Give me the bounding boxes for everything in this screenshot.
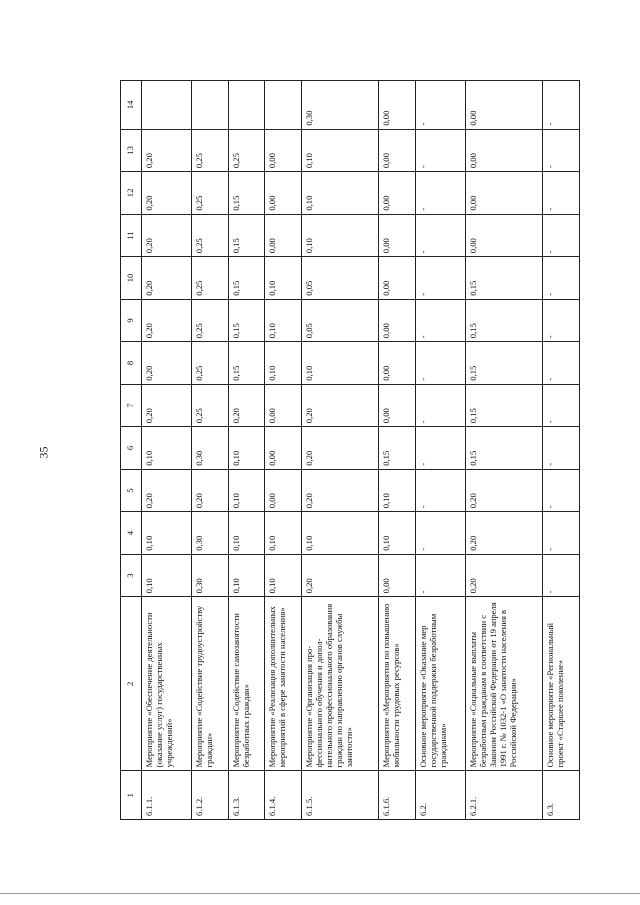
- column-header: 3: [121, 554, 142, 597]
- row-code: 6.1.3.: [228, 771, 265, 820]
- value-cell: 0,00: [379, 342, 416, 385]
- value-cell: 0,25: [192, 342, 229, 385]
- value-cell: -: [415, 384, 465, 427]
- table-row: [302, 81, 379, 820]
- value-cell: 0,25: [192, 129, 229, 172]
- value-cell: -: [415, 554, 465, 597]
- value-cell: 0,00: [265, 172, 302, 215]
- row-code: 6.1.2.: [192, 771, 229, 820]
- value-cell: -: [543, 554, 580, 597]
- value-cell: 0,30: [192, 554, 229, 597]
- indicator-table: [120, 80, 580, 820]
- value-cell: -: [415, 342, 465, 385]
- value-cell: 0,00: [265, 427, 302, 470]
- value-cell: 0,25: [192, 384, 229, 427]
- value-cell: 0,30: [192, 512, 229, 555]
- value-cell: -: [415, 512, 465, 555]
- value-cell: -: [415, 81, 465, 130]
- value-cell: 0,00: [466, 172, 543, 215]
- value-cell: 0,00: [379, 554, 416, 597]
- value-cell: [265, 81, 302, 130]
- row-code: 6.1.4.: [265, 771, 302, 820]
- value-cell: 0,05: [302, 257, 379, 300]
- value-cell: [228, 81, 265, 130]
- value-cell: 0,15: [466, 427, 543, 470]
- row-code: 6.1.5.: [302, 771, 379, 820]
- value-cell: 0,05: [302, 299, 379, 342]
- value-cell: -: [543, 129, 580, 172]
- value-cell: 0,00: [466, 214, 543, 257]
- column-header: 7: [121, 384, 142, 427]
- value-cell: 0,20: [466, 512, 543, 555]
- value-cell: 0,10: [265, 342, 302, 385]
- value-cell: [142, 81, 192, 130]
- value-cell: 0,20: [142, 257, 192, 300]
- value-cell: -: [543, 512, 580, 555]
- value-cell: 0,15: [466, 299, 543, 342]
- value-cell: 0,20: [142, 129, 192, 172]
- value-cell: 0,20: [302, 427, 379, 470]
- value-cell: 0,10: [302, 214, 379, 257]
- column-header: 10: [121, 257, 142, 300]
- row-name: Мероприятие «Содействие самозанятости безработных граждан»: [228, 597, 265, 771]
- value-cell: 0,10: [265, 554, 302, 597]
- value-cell: 0,25: [192, 257, 229, 300]
- table-row: [142, 81, 192, 820]
- row-code: 6.1.6.: [379, 771, 416, 820]
- table-row: [265, 81, 302, 820]
- row-code: 6.1.1.: [142, 771, 192, 820]
- value-cell: 0,15: [466, 342, 543, 385]
- value-cell: 0,10: [228, 427, 265, 470]
- value-cell: 0,15: [228, 257, 265, 300]
- value-cell: -: [543, 257, 580, 300]
- value-cell: 0,25: [192, 172, 229, 215]
- value-cell: -: [543, 81, 580, 130]
- rotated-table-wrapper: [120, 80, 580, 820]
- value-cell: 0,00: [379, 384, 416, 427]
- column-header: 4: [121, 512, 142, 555]
- row-name: Основное мероприятие «Региональный проект «Старшее поколение»: [543, 597, 580, 771]
- column-header: 13: [121, 129, 142, 172]
- value-cell: 0,10: [142, 427, 192, 470]
- row-name: Мероприятие «Реализация дополнительных мероприятий в сфере занятости населения»: [265, 597, 302, 771]
- value-cell: -: [415, 299, 465, 342]
- column-header: 12: [121, 172, 142, 215]
- value-cell: 0,10: [265, 299, 302, 342]
- row-name: Мероприятие «Организация профессионального обучения и дополнительного профессионального образования граждан по направлению органов службы занятости»: [302, 597, 379, 771]
- value-cell: 0,25: [228, 129, 265, 172]
- column-header: 6: [121, 427, 142, 470]
- value-cell: 0,20: [142, 469, 192, 512]
- value-cell: 0,00: [265, 129, 302, 172]
- value-cell: 0,10: [228, 512, 265, 555]
- value-cell: 0,15: [228, 214, 265, 257]
- value-cell: 0,15: [228, 342, 265, 385]
- table-row: [379, 81, 416, 820]
- column-header: 1: [121, 771, 142, 820]
- value-cell: 0,00: [265, 384, 302, 427]
- row-name: Основное мероприятие «Оказание мер государственной поддержки безработным гражданам»: [415, 597, 465, 771]
- column-header: 2: [121, 597, 142, 771]
- row-name: Мероприятие «Мероприятия по повышению мобильности трудовых ресурсов»: [379, 597, 416, 771]
- value-cell: [192, 81, 229, 130]
- page-number: 35: [36, 446, 51, 459]
- value-cell: 0,15: [379, 427, 416, 470]
- value-cell: 0,20: [142, 214, 192, 257]
- row-code: 6.3.: [543, 771, 580, 820]
- row-code: 6.2.1.: [466, 771, 543, 820]
- value-cell: 0,25: [192, 299, 229, 342]
- value-cell: 0,10: [302, 512, 379, 555]
- value-cell: 0,00: [379, 257, 416, 300]
- value-cell: 0,20: [466, 469, 543, 512]
- value-cell: -: [543, 299, 580, 342]
- table-row: [466, 81, 543, 820]
- table-row: [192, 81, 229, 820]
- row-name: Мероприятие «Социальные выплаты безработным гражданам в соответствии с Законом Российской Федерации от 19 апреля 1991 г. № 1032-1 «О занятости населения в Российской Федерации»: [466, 597, 543, 771]
- value-cell: 0,30: [302, 81, 379, 130]
- value-cell: 0,00: [379, 172, 416, 215]
- table-row: [543, 81, 580, 820]
- value-cell: -: [415, 172, 465, 215]
- value-cell: -: [415, 469, 465, 512]
- value-cell: 0,10: [142, 512, 192, 555]
- value-cell: 0,15: [228, 172, 265, 215]
- value-cell: 0,20: [142, 172, 192, 215]
- value-cell: 0,25: [192, 214, 229, 257]
- value-cell: 0,20: [466, 554, 543, 597]
- value-cell: -: [543, 427, 580, 470]
- header-row: [121, 81, 142, 820]
- value-cell: -: [415, 427, 465, 470]
- value-cell: 0,00: [379, 299, 416, 342]
- value-cell: 0,10: [302, 172, 379, 215]
- value-cell: 0,10: [265, 512, 302, 555]
- value-cell: 0,20: [228, 384, 265, 427]
- value-cell: -: [415, 129, 465, 172]
- value-cell: 0,15: [466, 257, 543, 300]
- value-cell: 0,20: [142, 384, 192, 427]
- value-cell: 0,20: [142, 342, 192, 385]
- value-cell: -: [543, 214, 580, 257]
- value-cell: 0,00: [379, 214, 416, 257]
- value-cell: 0,20: [302, 554, 379, 597]
- value-cell: 0,00: [265, 469, 302, 512]
- value-cell: -: [543, 469, 580, 512]
- row-name: Мероприятие «Обеспечение деятельности (оказание услуг) государственных учреждений»: [142, 597, 192, 771]
- value-cell: -: [415, 257, 465, 300]
- value-cell: 0,10: [379, 469, 416, 512]
- value-cell: -: [543, 342, 580, 385]
- value-cell: -: [415, 214, 465, 257]
- value-cell: 0,10: [302, 129, 379, 172]
- value-cell: 0,15: [466, 384, 543, 427]
- value-cell: -: [543, 384, 580, 427]
- column-header: 14: [121, 81, 142, 130]
- row-code: 6.2.: [415, 771, 465, 820]
- bottom-divider: [0, 893, 640, 894]
- value-cell: 0,20: [302, 469, 379, 512]
- value-cell: -: [543, 172, 580, 215]
- column-header: 11: [121, 214, 142, 257]
- table-body: [142, 81, 580, 820]
- value-cell: 0,30: [192, 427, 229, 470]
- value-cell: 0,10: [142, 554, 192, 597]
- value-cell: 0,10: [302, 342, 379, 385]
- value-cell: 0,20: [142, 299, 192, 342]
- table-row: [228, 81, 265, 820]
- column-header: 5: [121, 469, 142, 512]
- row-name: Мероприятие «Содействие трудоустройству граждан»: [192, 597, 229, 771]
- column-header: 8: [121, 342, 142, 385]
- value-cell: 0,20: [192, 469, 229, 512]
- value-cell: 0,10: [228, 554, 265, 597]
- table-row: [415, 81, 465, 820]
- value-cell: 0,00: [466, 129, 543, 172]
- value-cell: 0,00: [379, 129, 416, 172]
- value-cell: 0,00: [379, 81, 416, 130]
- value-cell: 0,00: [265, 214, 302, 257]
- value-cell: 0,15: [228, 299, 265, 342]
- value-cell: 0,00: [466, 81, 543, 130]
- column-header: 9: [121, 299, 142, 342]
- value-cell: 0,10: [228, 469, 265, 512]
- value-cell: 0,10: [379, 512, 416, 555]
- value-cell: 0,20: [302, 384, 379, 427]
- value-cell: 0,10: [265, 257, 302, 300]
